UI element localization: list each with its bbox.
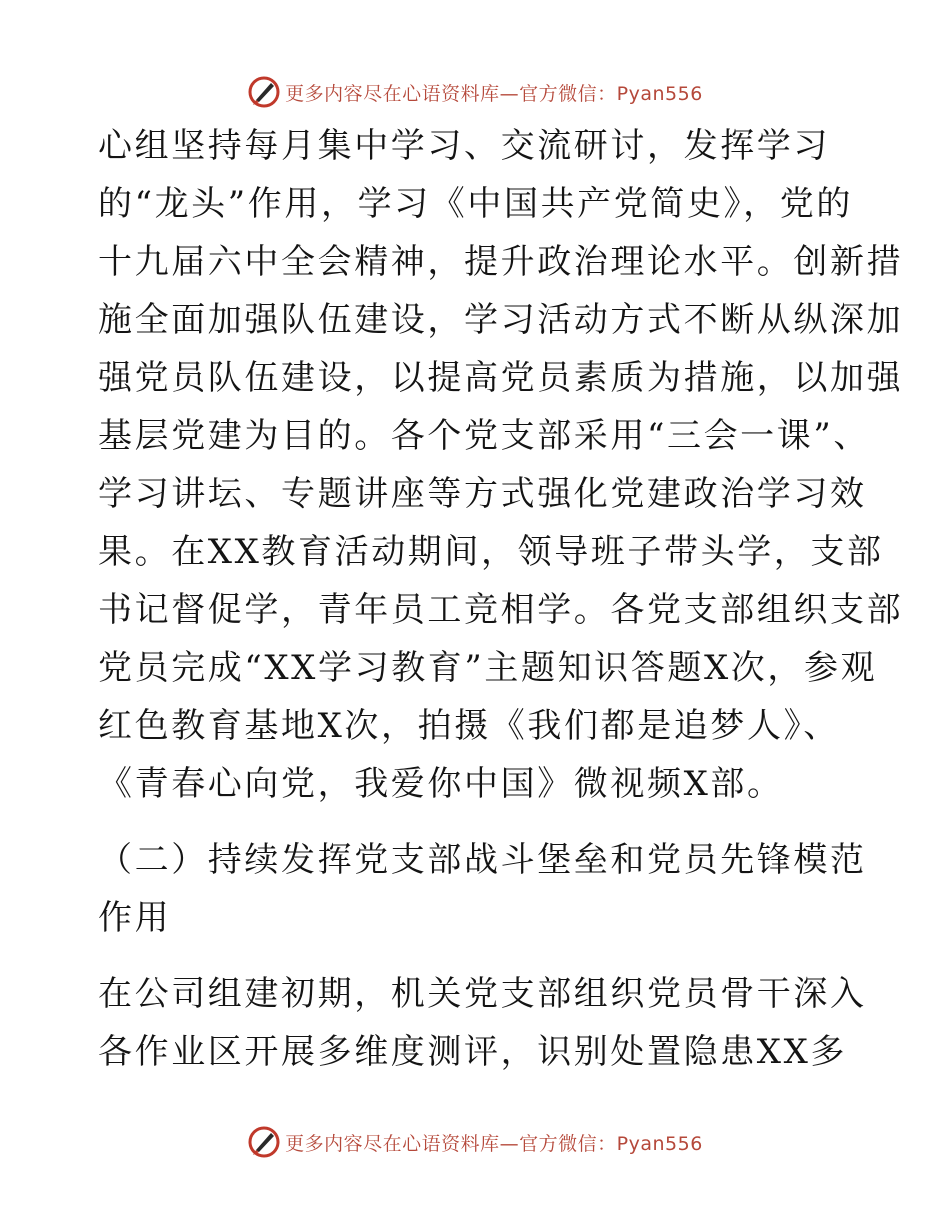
paragraph-2-line: 各作业区开展多维度测评，识别处置隐患XX多 [98, 1032, 848, 1072]
paragraph-1-line: 学习讲坛、专题讲座等方式强化党建政治学习效 [98, 474, 867, 514]
footer-banner [0, 1122, 950, 1162]
header-banner-text: 更多内容尽在心语资料库—官方微信：Pyan556 [285, 82, 703, 105]
paragraph-1-line: 党员完成“XX学习教育”主题知识答题X次，参观 [98, 648, 878, 688]
quill-pen-logo-icon [247, 1125, 281, 1159]
paragraph-1-line: 施全面加强队伍建设，学习活动方式不断从纵深加 [98, 300, 904, 340]
paragraph-1-line: 心组坚持每月集中学习、交流研讨，发挥学习 [98, 126, 830, 166]
paragraph-1-line: 《青春心向党，我爱你中国》微视频X部。 [98, 764, 784, 804]
paragraph-2-line: 在公司组建初期，机关党支部组织党员骨干深入 [98, 974, 867, 1014]
paragraph-1-line: 十九届六中全会精神，提升政治理论水平。创新措 [98, 242, 904, 282]
paragraph-1-line: 基层党建为目的。各个党支部采用“三会一课”、 [98, 416, 870, 456]
paragraph-1-line: 书记督促学，青年员工竞相学。各党支部组织支部 [98, 590, 904, 630]
paragraph-1-line: 的“龙头”作用，学习《中国共产党简史》，党的 [98, 184, 853, 224]
paragraph-1-line: 强党员队伍建设，以提高党员素质为措施，以加强 [98, 358, 904, 398]
section-heading-line: （二）持续发挥党支部战斗堡垒和党员先锋模范 [98, 840, 867, 880]
footer-banner-text: 更多内容尽在心语资料库—官方微信：Pyan556 [285, 1132, 703, 1155]
paragraph-1-line: 果。在XX教育活动期间，领导班子带头学，支部 [98, 532, 884, 572]
section-heading-line: 作用 [98, 898, 172, 938]
paragraph-1-line: 红色教育基地X次，拍摄《我们都是追梦人》、 [98, 706, 840, 746]
